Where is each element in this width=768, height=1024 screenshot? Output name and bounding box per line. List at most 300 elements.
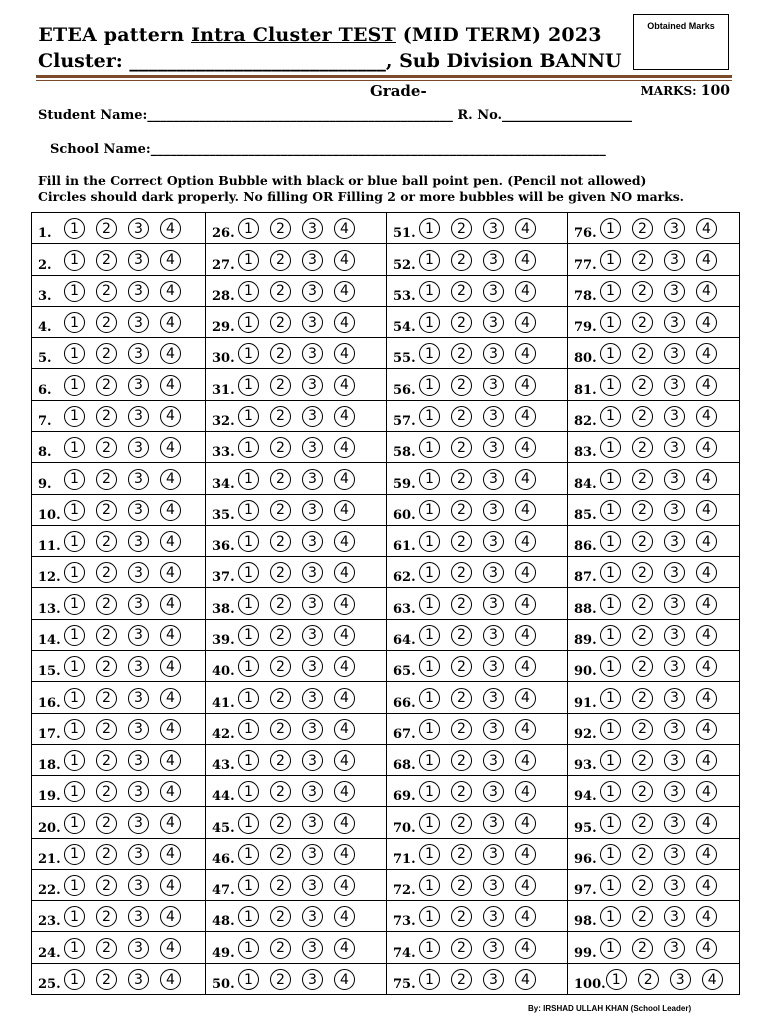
option-bubble-1[interactable]: 1: [600, 594, 621, 615]
option-bubble-4[interactable]: 4: [702, 969, 723, 990]
option-bubble-2[interactable]: 2: [451, 594, 472, 615]
option-bubble-4[interactable]: 4: [160, 406, 181, 427]
option-bubble-1[interactable]: 1: [600, 312, 621, 333]
option-bubble-1[interactable]: 1: [238, 688, 259, 709]
option-bubble-2[interactable]: 2: [451, 969, 472, 990]
option-bubble-1[interactable]: 1: [419, 406, 440, 427]
option-bubble-3[interactable]: 3: [128, 437, 149, 458]
option-bubble-4[interactable]: 4: [334, 625, 355, 646]
option-bubble-1[interactable]: 1: [600, 218, 621, 239]
option-bubble-3[interactable]: 3: [664, 250, 685, 271]
option-bubble-1[interactable]: 1: [419, 343, 440, 364]
option-bubble-4[interactable]: 4: [160, 218, 181, 239]
option-bubble-2[interactable]: 2: [96, 312, 117, 333]
option-bubble-4[interactable]: 4: [696, 781, 717, 802]
option-bubble-1[interactable]: 1: [419, 594, 440, 615]
option-bubble-3[interactable]: 3: [483, 312, 504, 333]
option-bubble-3[interactable]: 3: [483, 875, 504, 896]
option-bubble-2[interactable]: 2: [96, 281, 117, 302]
option-bubble-3[interactable]: 3: [128, 813, 149, 834]
option-bubble-4[interactable]: 4: [160, 625, 181, 646]
option-bubble-3[interactable]: 3: [670, 969, 691, 990]
option-bubble-4[interactable]: 4: [160, 906, 181, 927]
option-bubble-2[interactable]: 2: [451, 218, 472, 239]
option-bubble-1[interactable]: 1: [238, 719, 259, 740]
option-bubble-4[interactable]: 4: [334, 250, 355, 271]
option-bubble-2[interactable]: 2: [632, 938, 653, 959]
option-bubble-4[interactable]: 4: [515, 469, 536, 490]
option-bubble-4[interactable]: 4: [160, 562, 181, 583]
option-bubble-4[interactable]: 4: [515, 688, 536, 709]
option-bubble-3[interactable]: 3: [128, 844, 149, 865]
option-bubble-4[interactable]: 4: [160, 375, 181, 396]
option-bubble-4[interactable]: 4: [696, 437, 717, 458]
option-bubble-4[interactable]: 4: [696, 719, 717, 740]
option-bubble-1[interactable]: 1: [64, 938, 85, 959]
option-bubble-1[interactable]: 1: [419, 656, 440, 677]
option-bubble-4[interactable]: 4: [696, 469, 717, 490]
option-bubble-4[interactable]: 4: [160, 969, 181, 990]
option-bubble-3[interactable]: 3: [128, 375, 149, 396]
option-bubble-3[interactable]: 3: [302, 781, 323, 802]
option-bubble-4[interactable]: 4: [160, 875, 181, 896]
option-bubble-3[interactable]: 3: [664, 312, 685, 333]
option-bubble-4[interactable]: 4: [515, 594, 536, 615]
option-bubble-3[interactable]: 3: [483, 969, 504, 990]
option-bubble-3[interactable]: 3: [664, 218, 685, 239]
option-bubble-4[interactable]: 4: [515, 375, 536, 396]
option-bubble-2[interactable]: 2: [632, 719, 653, 740]
option-bubble-1[interactable]: 1: [64, 531, 85, 552]
option-bubble-2[interactable]: 2: [451, 406, 472, 427]
option-bubble-4[interactable]: 4: [334, 719, 355, 740]
option-bubble-2[interactable]: 2: [451, 531, 472, 552]
option-bubble-3[interactable]: 3: [302, 250, 323, 271]
option-bubble-2[interactable]: 2: [96, 250, 117, 271]
option-bubble-1[interactable]: 1: [64, 218, 85, 239]
option-bubble-4[interactable]: 4: [515, 750, 536, 771]
option-bubble-4[interactable]: 4: [515, 437, 536, 458]
option-bubble-2[interactable]: 2: [270, 218, 291, 239]
option-bubble-4[interactable]: 4: [334, 218, 355, 239]
option-bubble-1[interactable]: 1: [238, 562, 259, 583]
option-bubble-2[interactable]: 2: [270, 562, 291, 583]
option-bubble-1[interactable]: 1: [600, 562, 621, 583]
option-bubble-2[interactable]: 2: [451, 281, 472, 302]
option-bubble-4[interactable]: 4: [160, 781, 181, 802]
option-bubble-2[interactable]: 2: [96, 437, 117, 458]
option-bubble-2[interactable]: 2: [451, 250, 472, 271]
option-bubble-1[interactable]: 1: [64, 437, 85, 458]
option-bubble-3[interactable]: 3: [128, 469, 149, 490]
option-bubble-3[interactable]: 3: [483, 218, 504, 239]
option-bubble-2[interactable]: 2: [451, 813, 472, 834]
option-bubble-4[interactable]: 4: [160, 437, 181, 458]
option-bubble-3[interactable]: 3: [664, 625, 685, 646]
option-bubble-4[interactable]: 4: [160, 750, 181, 771]
option-bubble-1[interactable]: 1: [64, 594, 85, 615]
option-bubble-2[interactable]: 2: [270, 719, 291, 740]
option-bubble-3[interactable]: 3: [302, 688, 323, 709]
option-bubble-2[interactable]: 2: [632, 250, 653, 271]
option-bubble-2[interactable]: 2: [96, 531, 117, 552]
option-bubble-1[interactable]: 1: [238, 625, 259, 646]
option-bubble-1[interactable]: 1: [64, 562, 85, 583]
option-bubble-1[interactable]: 1: [419, 250, 440, 271]
option-bubble-3[interactable]: 3: [483, 531, 504, 552]
option-bubble-1[interactable]: 1: [238, 531, 259, 552]
option-bubble-3[interactable]: 3: [128, 531, 149, 552]
option-bubble-4[interactable]: 4: [334, 437, 355, 458]
option-bubble-3[interactable]: 3: [664, 688, 685, 709]
option-bubble-2[interactable]: 2: [632, 531, 653, 552]
option-bubble-4[interactable]: 4: [515, 218, 536, 239]
option-bubble-4[interactable]: 4: [334, 406, 355, 427]
option-bubble-4[interactable]: 4: [160, 594, 181, 615]
option-bubble-3[interactable]: 3: [664, 719, 685, 740]
option-bubble-4[interactable]: 4: [160, 500, 181, 521]
option-bubble-2[interactable]: 2: [270, 688, 291, 709]
option-bubble-4[interactable]: 4: [696, 594, 717, 615]
option-bubble-2[interactable]: 2: [270, 875, 291, 896]
option-bubble-4[interactable]: 4: [515, 406, 536, 427]
option-bubble-4[interactable]: 4: [334, 531, 355, 552]
option-bubble-1[interactable]: 1: [419, 531, 440, 552]
option-bubble-2[interactable]: 2: [96, 406, 117, 427]
option-bubble-4[interactable]: 4: [696, 750, 717, 771]
option-bubble-1[interactable]: 1: [600, 813, 621, 834]
option-bubble-4[interactable]: 4: [334, 562, 355, 583]
option-bubble-2[interactable]: 2: [632, 656, 653, 677]
option-bubble-4[interactable]: 4: [160, 844, 181, 865]
option-bubble-3[interactable]: 3: [302, 406, 323, 427]
option-bubble-4[interactable]: 4: [160, 938, 181, 959]
option-bubble-2[interactable]: 2: [96, 625, 117, 646]
option-bubble-1[interactable]: 1: [64, 469, 85, 490]
option-bubble-3[interactable]: 3: [128, 625, 149, 646]
option-bubble-4[interactable]: 4: [515, 500, 536, 521]
option-bubble-2[interactable]: 2: [632, 625, 653, 646]
option-bubble-4[interactable]: 4: [515, 875, 536, 896]
option-bubble-4[interactable]: 4: [696, 938, 717, 959]
option-bubble-1[interactable]: 1: [64, 781, 85, 802]
option-bubble-3[interactable]: 3: [128, 875, 149, 896]
option-bubble-4[interactable]: 4: [515, 343, 536, 364]
option-bubble-1[interactable]: 1: [64, 656, 85, 677]
option-bubble-2[interactable]: 2: [451, 437, 472, 458]
option-bubble-1[interactable]: 1: [64, 343, 85, 364]
option-bubble-1[interactable]: 1: [600, 437, 621, 458]
option-bubble-3[interactable]: 3: [664, 594, 685, 615]
option-bubble-1[interactable]: 1: [419, 719, 440, 740]
option-bubble-1[interactable]: 1: [419, 437, 440, 458]
option-bubble-3[interactable]: 3: [483, 469, 504, 490]
option-bubble-2[interactable]: 2: [270, 969, 291, 990]
option-bubble-3[interactable]: 3: [128, 969, 149, 990]
option-bubble-3[interactable]: 3: [483, 625, 504, 646]
option-bubble-1[interactable]: 1: [419, 500, 440, 521]
option-bubble-2[interactable]: 2: [270, 750, 291, 771]
option-bubble-3[interactable]: 3: [128, 343, 149, 364]
option-bubble-4[interactable]: 4: [696, 844, 717, 865]
option-bubble-3[interactable]: 3: [483, 938, 504, 959]
option-bubble-3[interactable]: 3: [302, 656, 323, 677]
option-bubble-3[interactable]: 3: [664, 875, 685, 896]
option-bubble-1[interactable]: 1: [64, 906, 85, 927]
option-bubble-1[interactable]: 1: [238, 938, 259, 959]
option-bubble-1[interactable]: 1: [600, 343, 621, 364]
option-bubble-2[interactable]: 2: [270, 500, 291, 521]
option-bubble-3[interactable]: 3: [128, 781, 149, 802]
option-bubble-2[interactable]: 2: [270, 906, 291, 927]
option-bubble-1[interactable]: 1: [419, 781, 440, 802]
option-bubble-1[interactable]: 1: [64, 312, 85, 333]
option-bubble-1[interactable]: 1: [64, 719, 85, 740]
option-bubble-4[interactable]: 4: [160, 656, 181, 677]
option-bubble-2[interactable]: 2: [632, 875, 653, 896]
option-bubble-4[interactable]: 4: [696, 218, 717, 239]
option-bubble-4[interactable]: 4: [160, 469, 181, 490]
option-bubble-1[interactable]: 1: [64, 375, 85, 396]
option-bubble-1[interactable]: 1: [419, 281, 440, 302]
option-bubble-2[interactable]: 2: [96, 656, 117, 677]
option-bubble-1[interactable]: 1: [600, 906, 621, 927]
option-bubble-1[interactable]: 1: [64, 813, 85, 834]
option-bubble-4[interactable]: 4: [696, 531, 717, 552]
option-bubble-2[interactable]: 2: [451, 469, 472, 490]
option-bubble-4[interactable]: 4: [515, 281, 536, 302]
option-bubble-3[interactable]: 3: [302, 594, 323, 615]
option-bubble-3[interactable]: 3: [302, 500, 323, 521]
option-bubble-4[interactable]: 4: [515, 562, 536, 583]
option-bubble-2[interactable]: 2: [96, 750, 117, 771]
option-bubble-1[interactable]: 1: [600, 656, 621, 677]
option-bubble-4[interactable]: 4: [334, 343, 355, 364]
option-bubble-3[interactable]: 3: [483, 813, 504, 834]
option-bubble-3[interactable]: 3: [128, 218, 149, 239]
option-bubble-3[interactable]: 3: [483, 250, 504, 271]
option-bubble-3[interactable]: 3: [128, 750, 149, 771]
option-bubble-3[interactable]: 3: [664, 281, 685, 302]
option-bubble-4[interactable]: 4: [696, 906, 717, 927]
option-bubble-4[interactable]: 4: [515, 844, 536, 865]
option-bubble-4[interactable]: 4: [696, 500, 717, 521]
option-bubble-3[interactable]: 3: [302, 750, 323, 771]
option-bubble-3[interactable]: 3: [128, 688, 149, 709]
option-bubble-2[interactable]: 2: [632, 437, 653, 458]
option-bubble-3[interactable]: 3: [302, 625, 323, 646]
option-bubble-2[interactable]: 2: [270, 469, 291, 490]
option-bubble-1[interactable]: 1: [600, 688, 621, 709]
option-bubble-4[interactable]: 4: [696, 875, 717, 896]
option-bubble-2[interactable]: 2: [96, 906, 117, 927]
option-bubble-2[interactable]: 2: [270, 844, 291, 865]
option-bubble-2[interactable]: 2: [96, 969, 117, 990]
option-bubble-2[interactable]: 2: [451, 906, 472, 927]
option-bubble-3[interactable]: 3: [128, 938, 149, 959]
option-bubble-2[interactable]: 2: [270, 625, 291, 646]
option-bubble-1[interactable]: 1: [238, 343, 259, 364]
option-bubble-4[interactable]: 4: [515, 781, 536, 802]
option-bubble-3[interactable]: 3: [483, 844, 504, 865]
option-bubble-4[interactable]: 4: [334, 969, 355, 990]
option-bubble-4[interactable]: 4: [334, 750, 355, 771]
option-bubble-2[interactable]: 2: [451, 875, 472, 896]
option-bubble-3[interactable]: 3: [128, 562, 149, 583]
option-bubble-2[interactable]: 2: [451, 562, 472, 583]
option-bubble-4[interactable]: 4: [160, 813, 181, 834]
option-bubble-1[interactable]: 1: [238, 469, 259, 490]
option-bubble-1[interactable]: 1: [600, 844, 621, 865]
option-bubble-2[interactable]: 2: [270, 437, 291, 458]
option-bubble-2[interactable]: 2: [96, 688, 117, 709]
option-bubble-2[interactable]: 2: [96, 562, 117, 583]
option-bubble-1[interactable]: 1: [64, 969, 85, 990]
option-bubble-2[interactable]: 2: [96, 875, 117, 896]
option-bubble-3[interactable]: 3: [128, 250, 149, 271]
option-bubble-2[interactable]: 2: [270, 531, 291, 552]
option-bubble-4[interactable]: 4: [515, 250, 536, 271]
option-bubble-1[interactable]: 1: [419, 750, 440, 771]
option-bubble-2[interactable]: 2: [96, 469, 117, 490]
option-bubble-1[interactable]: 1: [238, 875, 259, 896]
option-bubble-2[interactable]: 2: [96, 813, 117, 834]
option-bubble-4[interactable]: 4: [696, 375, 717, 396]
option-bubble-3[interactable]: 3: [302, 531, 323, 552]
option-bubble-4[interactable]: 4: [515, 625, 536, 646]
option-bubble-2[interactable]: 2: [451, 781, 472, 802]
option-bubble-3[interactable]: 3: [302, 906, 323, 927]
option-bubble-1[interactable]: 1: [238, 750, 259, 771]
option-bubble-1[interactable]: 1: [419, 813, 440, 834]
option-bubble-1[interactable]: 1: [419, 875, 440, 896]
option-bubble-3[interactable]: 3: [302, 375, 323, 396]
option-bubble-4[interactable]: 4: [334, 312, 355, 333]
option-bubble-3[interactable]: 3: [128, 312, 149, 333]
option-bubble-1[interactable]: 1: [238, 906, 259, 927]
option-bubble-3[interactable]: 3: [302, 343, 323, 364]
option-bubble-3[interactable]: 3: [483, 594, 504, 615]
option-bubble-1[interactable]: 1: [600, 719, 621, 740]
option-bubble-1[interactable]: 1: [238, 312, 259, 333]
option-bubble-1[interactable]: 1: [64, 250, 85, 271]
option-bubble-4[interactable]: 4: [515, 906, 536, 927]
option-bubble-2[interactable]: 2: [632, 906, 653, 927]
option-bubble-3[interactable]: 3: [664, 781, 685, 802]
option-bubble-4[interactable]: 4: [696, 562, 717, 583]
option-bubble-2[interactable]: 2: [451, 343, 472, 364]
option-bubble-4[interactable]: 4: [515, 719, 536, 740]
option-bubble-3[interactable]: 3: [664, 500, 685, 521]
option-bubble-4[interactable]: 4: [696, 688, 717, 709]
option-bubble-3[interactable]: 3: [302, 875, 323, 896]
option-bubble-2[interactable]: 2: [96, 719, 117, 740]
option-bubble-1[interactable]: 1: [600, 750, 621, 771]
option-bubble-3[interactable]: 3: [664, 938, 685, 959]
option-bubble-3[interactable]: 3: [302, 844, 323, 865]
option-bubble-1[interactable]: 1: [419, 469, 440, 490]
option-bubble-4[interactable]: 4: [696, 343, 717, 364]
option-bubble-3[interactable]: 3: [302, 437, 323, 458]
option-bubble-1[interactable]: 1: [600, 938, 621, 959]
option-bubble-3[interactable]: 3: [483, 781, 504, 802]
option-bubble-4[interactable]: 4: [515, 938, 536, 959]
option-bubble-3[interactable]: 3: [483, 719, 504, 740]
option-bubble-2[interactable]: 2: [451, 750, 472, 771]
option-bubble-1[interactable]: 1: [64, 281, 85, 302]
option-bubble-4[interactable]: 4: [515, 969, 536, 990]
option-bubble-4[interactable]: 4: [696, 625, 717, 646]
option-bubble-2[interactable]: 2: [451, 375, 472, 396]
option-bubble-2[interactable]: 2: [451, 500, 472, 521]
option-bubble-3[interactable]: 3: [128, 719, 149, 740]
option-bubble-4[interactable]: 4: [334, 688, 355, 709]
option-bubble-3[interactable]: 3: [128, 406, 149, 427]
option-bubble-3[interactable]: 3: [302, 218, 323, 239]
option-bubble-2[interactable]: 2: [96, 500, 117, 521]
option-bubble-4[interactable]: 4: [696, 312, 717, 333]
option-bubble-2[interactable]: 2: [270, 281, 291, 302]
option-bubble-1[interactable]: 1: [600, 469, 621, 490]
option-bubble-3[interactable]: 3: [664, 906, 685, 927]
option-bubble-1[interactable]: 1: [238, 281, 259, 302]
option-bubble-3[interactable]: 3: [483, 343, 504, 364]
option-bubble-3[interactable]: 3: [302, 469, 323, 490]
option-bubble-3[interactable]: 3: [302, 938, 323, 959]
option-bubble-2[interactable]: 2: [96, 844, 117, 865]
option-bubble-1[interactable]: 1: [64, 844, 85, 865]
option-bubble-2[interactable]: 2: [451, 844, 472, 865]
option-bubble-4[interactable]: 4: [160, 312, 181, 333]
option-bubble-3[interactable]: 3: [302, 312, 323, 333]
option-bubble-2[interactable]: 2: [632, 500, 653, 521]
option-bubble-2[interactable]: 2: [96, 375, 117, 396]
option-bubble-3[interactable]: 3: [664, 469, 685, 490]
option-bubble-3[interactable]: 3: [483, 406, 504, 427]
option-bubble-1[interactable]: 1: [238, 437, 259, 458]
option-bubble-1[interactable]: 1: [606, 969, 627, 990]
option-bubble-1[interactable]: 1: [419, 969, 440, 990]
option-bubble-3[interactable]: 3: [302, 719, 323, 740]
option-bubble-2[interactable]: 2: [632, 594, 653, 615]
option-bubble-2[interactable]: 2: [632, 750, 653, 771]
option-bubble-2[interactable]: 2: [270, 250, 291, 271]
option-bubble-3[interactable]: 3: [664, 844, 685, 865]
option-bubble-2[interactable]: 2: [270, 781, 291, 802]
option-bubble-3[interactable]: 3: [128, 656, 149, 677]
option-bubble-2[interactable]: 2: [451, 938, 472, 959]
option-bubble-2[interactable]: 2: [632, 218, 653, 239]
option-bubble-1[interactable]: 1: [600, 375, 621, 396]
option-bubble-1[interactable]: 1: [238, 500, 259, 521]
option-bubble-2[interactable]: 2: [270, 375, 291, 396]
option-bubble-3[interactable]: 3: [483, 688, 504, 709]
option-bubble-3[interactable]: 3: [483, 281, 504, 302]
option-bubble-1[interactable]: 1: [600, 406, 621, 427]
option-bubble-4[interactable]: 4: [334, 500, 355, 521]
option-bubble-1[interactable]: 1: [64, 625, 85, 646]
option-bubble-2[interactable]: 2: [96, 343, 117, 364]
option-bubble-2[interactable]: 2: [638, 969, 659, 990]
option-bubble-2[interactable]: 2: [270, 938, 291, 959]
option-bubble-4[interactable]: 4: [515, 813, 536, 834]
option-bubble-1[interactable]: 1: [600, 281, 621, 302]
option-bubble-2[interactable]: 2: [632, 406, 653, 427]
option-bubble-3[interactable]: 3: [302, 813, 323, 834]
option-bubble-3[interactable]: 3: [302, 969, 323, 990]
option-bubble-2[interactable]: 2: [96, 781, 117, 802]
option-bubble-1[interactable]: 1: [238, 406, 259, 427]
